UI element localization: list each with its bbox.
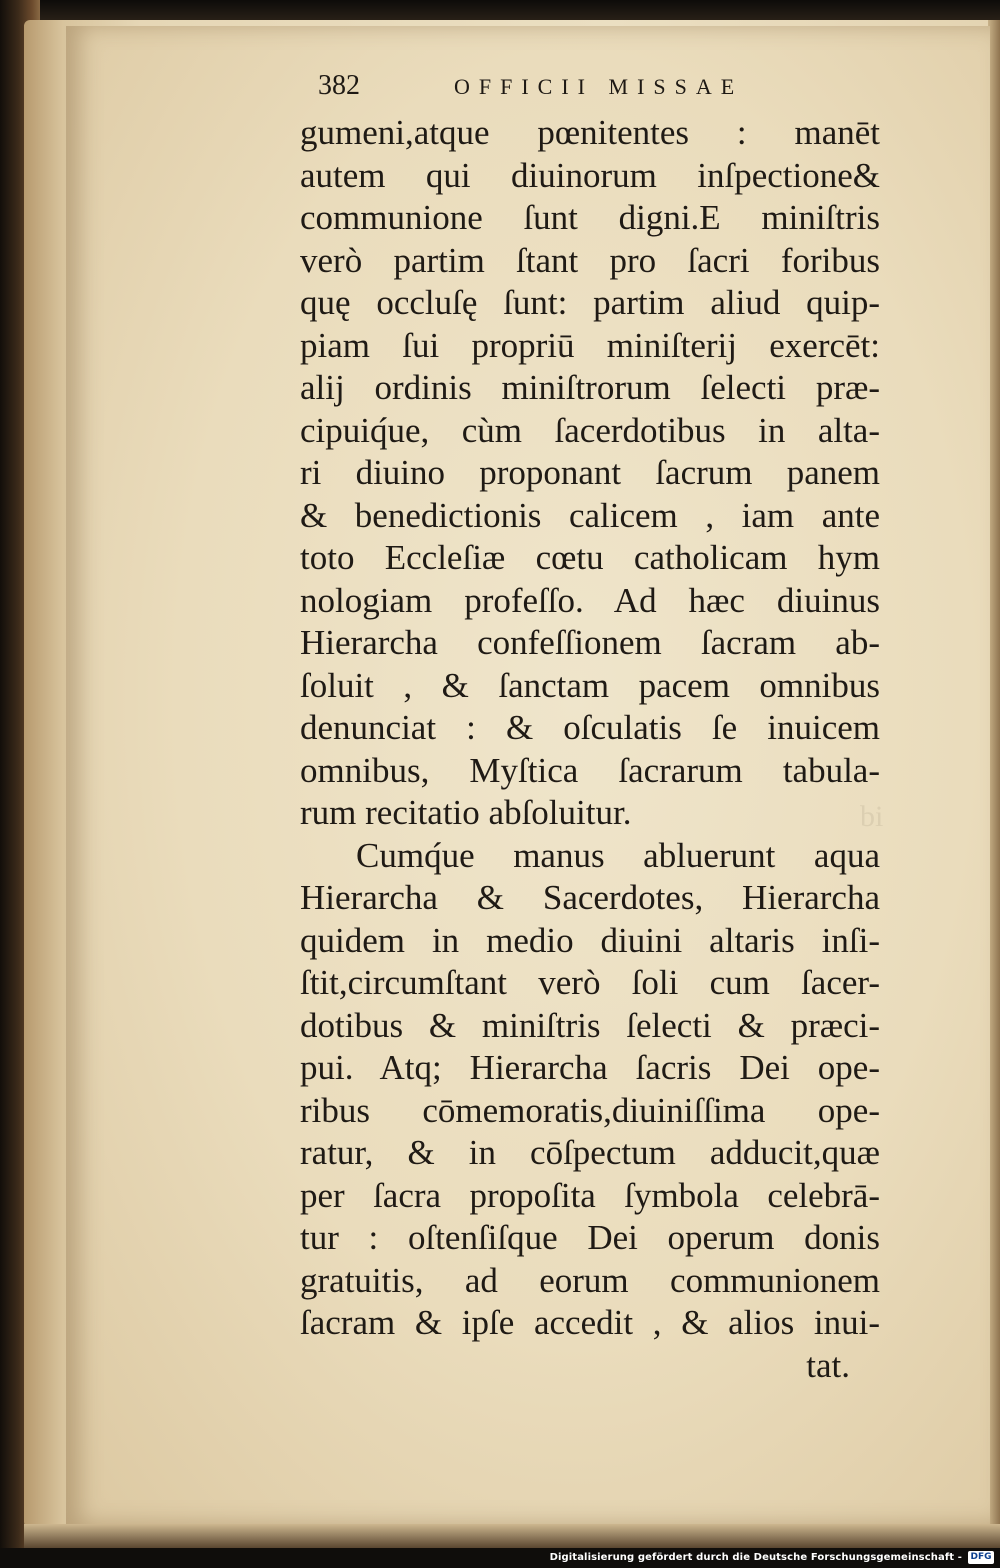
text-line: & benedictionis calicem , iam ante (300, 495, 880, 535)
text-line: piam ſui propriū miniſterij exercēt: (300, 325, 880, 365)
text-line: quidem in medio diuini altaris inſi- (300, 920, 880, 960)
text-line: dotibus & miniſtris ſelecti & præci- (300, 1005, 880, 1045)
text-line: denunciat : & oſculatis ſe inuicem (300, 708, 880, 747)
text-line: tur : oſtenſiſque Dei operum donis (300, 1218, 880, 1257)
running-head: OFFICII MISSAE (454, 74, 744, 99)
text-line: alij ordinis miniſtrorum ſelecti præ- (300, 368, 880, 407)
text-line: ratur, & in cōſpectum adducit,quæ (300, 1133, 880, 1172)
text-line: cipuiq́ue, cùm ſacerdotibus in alta- (300, 410, 880, 450)
dfg-logo: DFG (968, 1551, 994, 1564)
text-line: verò partim ſtant pro ſacri foribus (300, 240, 880, 280)
text-line: nologiam profeſſo. Ad hæc diuinus (300, 580, 880, 620)
text-line-final: tat. (806, 1345, 850, 1385)
text-line: ribus cōmemoratis,diuiniſſima ope- (300, 1090, 880, 1130)
text-line: per ſacra propoſita ſymbola celebrā- (300, 1175, 880, 1215)
page-header (318, 70, 878, 110)
text-line: omnibus, Myſtica ſacrarum tabula- (300, 750, 880, 790)
page-bottom-edge (24, 1524, 1000, 1548)
text-line: Hierarcha confeſſionem ſacram ab- (300, 623, 880, 662)
text-line: ſtit,circumſtant verò ſoli cum ſacer- (300, 963, 880, 1002)
text-line: autem qui diuinorum inſpectione& (300, 155, 880, 195)
text-line: toto Eccleſiæ cœtu catholicam hym (300, 538, 880, 577)
text-line: quę occluſę ſunt: partim aliud quip- (300, 283, 880, 322)
text-line: ſoluit , & ſanctam pacem omnibus (300, 665, 880, 705)
scan-background-top (0, 0, 1000, 22)
text-line: pui. Atq; Hierarcha ſacris Dei ope- (300, 1048, 880, 1087)
text-line: Hierarcha & Sacerdotes, Hierarcha (300, 878, 880, 917)
text-line: ſacram & ipſe accedit , & alios inui- (300, 1303, 880, 1342)
text-line: communione ſunt digni.E miniſtris (300, 198, 880, 237)
text-line: gratuitis, ad eorum communionem (300, 1260, 880, 1300)
page-number: 382 (318, 70, 360, 101)
text-line: Cumq́ue manus abluerunt aqua (356, 835, 880, 875)
body-text (300, 112, 880, 1387)
footer-credit: Digitalisierung gefördert durch die Deutsche Forschungsgemeinschaft - (549, 1552, 962, 1563)
bleed-through-faint: bi (860, 800, 884, 833)
text-line: rum recitatio abſoluitur. (300, 793, 632, 832)
text-line: ri diuino proponant ſacrum panem (300, 453, 880, 492)
text-line: gumeni,atque pœnitentes : manēt (300, 113, 880, 152)
